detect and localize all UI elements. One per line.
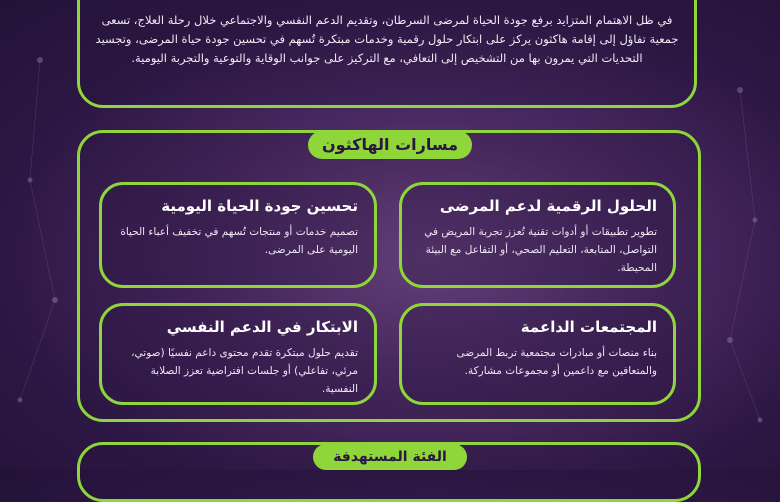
track-title: الابتكار في الدعم النفسي	[166, 318, 358, 336]
track-card-support-communities	[399, 303, 676, 405]
track-description: تقديم حلول مبتكرة تقدم محتوى داعم نفسيًا (صوتي، مرئي، تفاعلي) أو جلسات افتراضية تعزز الصلابة النفسية.	[131, 347, 358, 395]
intro-paragraph: في ظل الاهتمام المتزايد برفع جودة الحياة لمرضى السرطان، وتقديم الدعم النفسي والاجتماعي خلال رحلة العلاج، تسعى جمعية تفاؤل إلى إقامة هاكثون يركز على ابتكار حلول رقمية وخدمات مبتكرة تُسهم في تحسين جودة حياة المرضى، وتجسيد التحديات التي يمرون بها من التشخيص إلى التعافي، مع التركيز على جوانب الوقاية والتوعية والتجربة اليومية.	[95, 13, 679, 65]
track-description: تصميم خدمات أو منتجات تُسهم في تخفيف أعباء الحياة اليومية على المرضى.	[120, 226, 358, 256]
track-description: تطوير تطبيقات أو أدوات تقنية تُعزز تجربة المريض في التواصل، المتابعة، التعليم الصحي، أو التفاعل مع البيئة المحيطة.	[424, 226, 657, 274]
track-card-quality-of-life	[99, 182, 377, 288]
track-title: الحلول الرقمية لدعم المرضى	[439, 197, 657, 215]
tracks-heading: مسارات الهاكثون	[308, 131, 472, 159]
track-title: تحسين جودة الحياة اليومية	[161, 197, 358, 215]
track-card-psych-support	[99, 303, 377, 405]
intro-panel	[77, 0, 697, 108]
track-description: بناء منصات أو مبادرات مجتمعية تربط المرضى والمتعافين مع داعمين أو مجموعات مشاركة.	[456, 347, 657, 377]
track-title: المجتمعات الداعمة	[520, 318, 657, 336]
track-card-digital-solutions	[399, 182, 676, 288]
audience-heading: الفئة المستهدفة	[313, 444, 467, 470]
